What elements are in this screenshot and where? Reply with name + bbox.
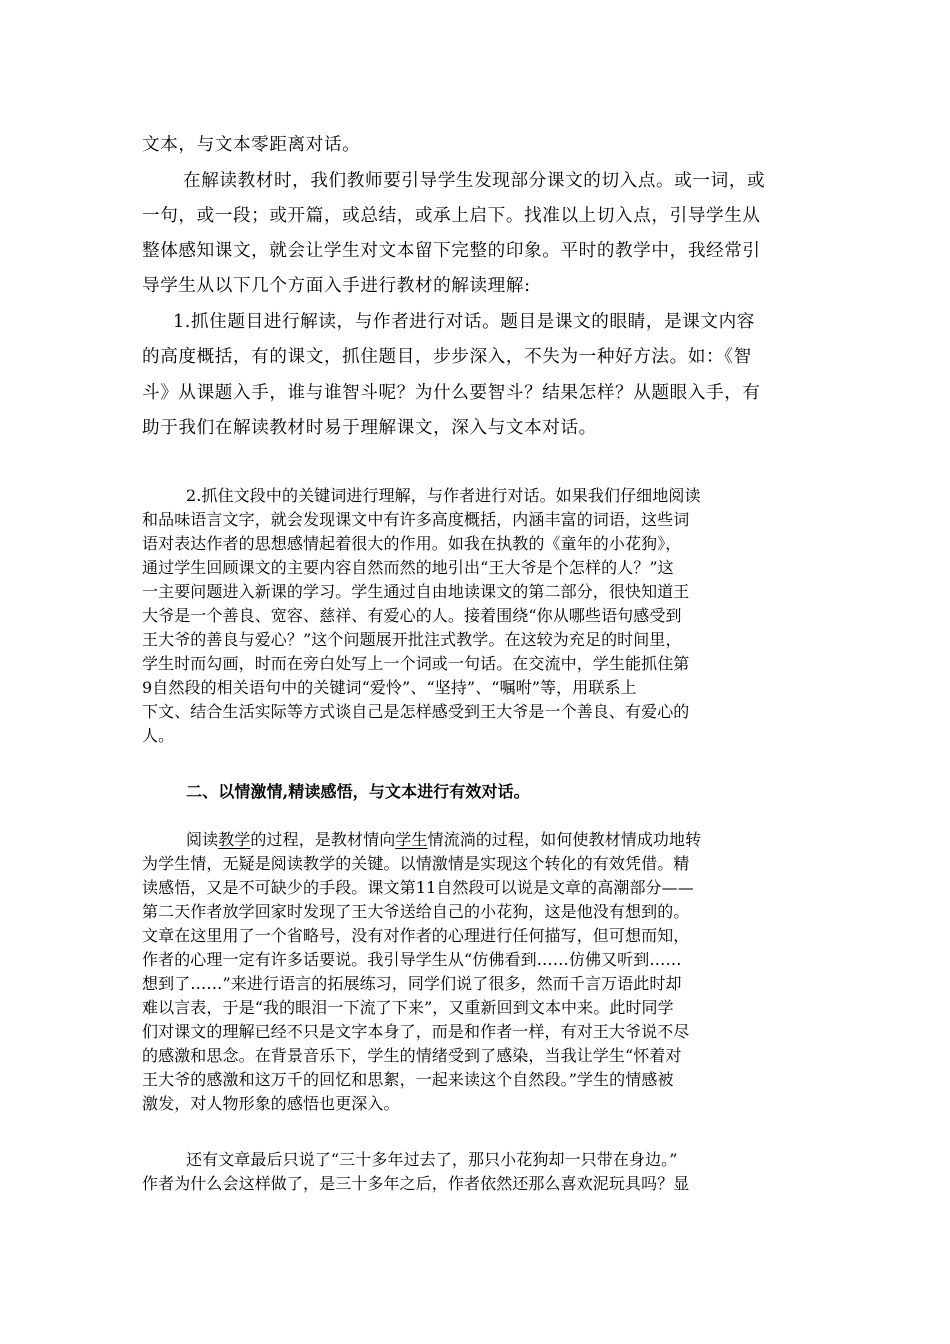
text-line (186, 827, 846, 850)
text-line: 整体感知课文，就会让学生对文本留下完整的印象。平时的教学中，我经常引 (142, 241, 761, 261)
text-line: 1.抓住题目进行解读，与作者进行对话。题目是课文的眼睛，是课文内容 (173, 312, 755, 332)
text-line: 导学生从以下几个方面入手进行教材的解读理解: (142, 276, 531, 296)
text-line: 的高度概括，有的课文，抓住题目，步步深入，不失为一种好方法。如：《智 (142, 347, 752, 367)
text-line: 王大爷的善良与爱心？”这个问题展开批注式教学。在这较为充足的时间里， (142, 630, 682, 649)
text-line: 激发，对人物形象的感悟也更深入。 (142, 1094, 400, 1113)
text-line: 文章在这里用了一个省略号，没有对作者的心理进行任何描写，但可想而知， (142, 926, 690, 945)
text-line: 一主要问题进入新课的学习。学生通过自由地读课文的第二部分，很快知道王 (142, 582, 690, 601)
text-line: 2.抓住文段中的关键词进行理解，与作者进行对话。如果我们仔细地阅读 (186, 486, 701, 505)
text-line: 作者的心理一定有许多话要说。我引导学生从“仿佛看到……仿佛又听到…… (142, 950, 682, 969)
text-line: 在解读教材时，我们教师要引导学生发现部分课文的切入点。或一词，或 (183, 171, 766, 191)
text-line: 还有文章最后只说了“三十多年过去了，那只小花狗却一只带在身边。” (186, 1150, 678, 1169)
text-line: 9自然段的相关语句中的关键词“爱怜”、“坚持”、“嘱咐”等，用联系上 (142, 678, 637, 697)
text-line: 王大爷的感激和这万千的回忆和思絮，一起来读这个自然段。”学生的情感被 (142, 1070, 674, 1089)
text-line: 助于我们在解读教材时易于理解课文，深入与文本对话。 (142, 418, 597, 438)
text-line: 一句，或一段；或开篇，或总结，或承上启下。找准以上切入点，引导学生从 (142, 206, 761, 226)
text-line: 和品味语言文字，就会发现课文中有许多高度概括，内涵丰富的词语，这些词 (142, 510, 690, 529)
text-span: 情流淌的过程，如何使教材情成功地转 (427, 830, 702, 849)
text-span: 的过程，是教材情向 (250, 830, 396, 849)
text-line: 难以言表，于是“我的眼泪一下流了下来”，又重新回到文本中来。此时同学 (142, 998, 674, 1017)
text-line: 文本，与文本零距离对话。 (142, 135, 361, 155)
text-line: 第二天作者放学回家时发现了王大爷送给自己的小花狗，这是他没有想到的。 (142, 902, 690, 921)
text-line: 人。 (142, 726, 175, 745)
link-teaching[interactable]: 教学 (218, 830, 251, 849)
text-line: 语对表达作者的思想感情起着很大的作用。如我在执教的《童年的小花狗》， (142, 534, 682, 553)
text-line: 下文、结合生活实际等方式谈自己是怎样感受到王大爷是一个善良、有爱心的 (142, 702, 690, 721)
text-line: 大爷是一个善良、宽容、慈祥、有爱心的人。接着围绕“你从哪些语句感受到 (142, 606, 682, 625)
section-heading: 二、以情激情,精读感悟，与文本进行有效对话。 (186, 782, 530, 801)
text-line: 的感激和思念。在背景音乐下，学生的情绪受到了感染，当我让学生“怀着对 (142, 1046, 682, 1065)
text-line: 为学生情，无疑是阅读教学的关键。以情激情是实现这个转化的有效凭借。精 (142, 854, 690, 873)
text-span: 阅读 (186, 830, 219, 849)
link-student[interactable]: 学生 (395, 830, 428, 849)
text-line: 通过学生回顾课文的主要内容自然而然的地引出“王大爷是个怎样的人？”这 (142, 558, 674, 577)
text-line: 想到了……”来进行语言的拓展练习，同学们说了很多，然而千言万语此时却 (142, 974, 682, 993)
text-line: 作者为什么会这样做了，是三十多年之后，作者依然还那么喜欢泥玩具吗？显 (142, 1174, 690, 1193)
text-line: 们对课文的理解已经不只是文字本身了，而是和作者一样，有对王大爷说不尽 (142, 1022, 690, 1041)
text-line: 斗》从课题入手，谁与谁智斗呢？为什么要智斗？结果怎样？从题眼入手，有 (142, 383, 761, 403)
text-line: 读感悟，又是不可缺少的手段。课文第11自然段可以说是文章的高潮部分—— (142, 878, 694, 897)
text-line: 学生时而勾画，时而在旁白处写上一个词或一句话。在交流中，学生能抓住第 (142, 654, 690, 673)
